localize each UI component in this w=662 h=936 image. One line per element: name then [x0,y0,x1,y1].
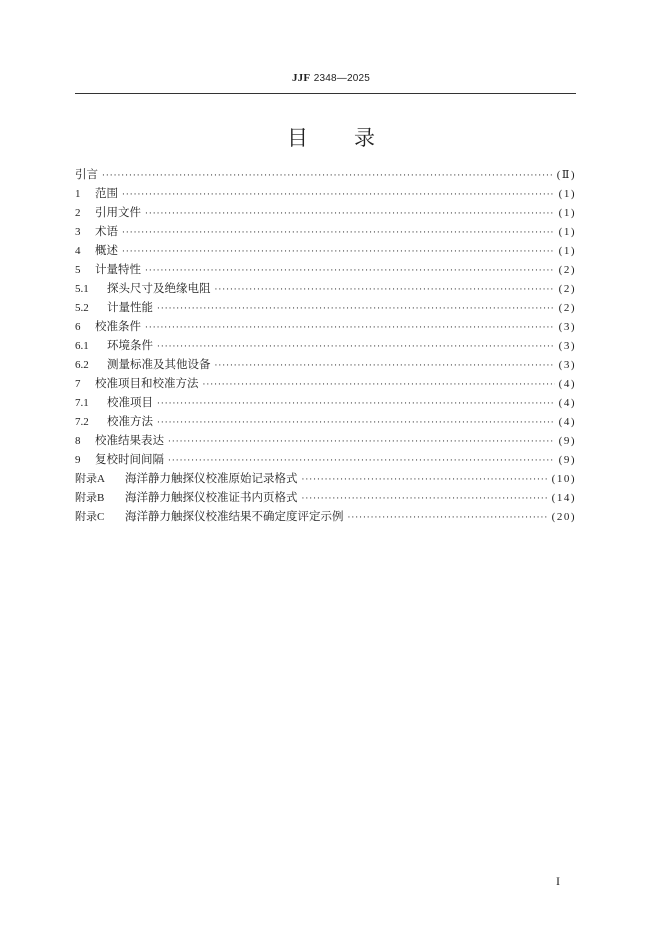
toc-entry-6-1[interactable] [75,336,576,355]
standard-number: 2348—2025 [313,73,370,84]
toc-leader-dots [157,300,555,319]
toc-entry-page: (1) [558,207,576,219]
toc-entry-number: 5.2 [75,302,89,314]
toc-entry-number: 6 [75,321,81,333]
toc-entry-label: 计量特性 [95,262,141,276]
toc-leader-dots [102,167,553,186]
toc-entry-page: (3) [558,359,576,371]
toc-entry-number: 3 [75,226,81,238]
toc-entry-page: (9) [558,454,576,466]
toc-entry-appendix-a[interactable] [75,469,576,488]
toc-entry-number: 2 [75,207,81,219]
toc-entry-6[interactable] [75,317,576,336]
toc-entry-5[interactable] [75,260,576,279]
toc-entry-label: 校准条件 [95,319,141,333]
toc-leader-dots [145,205,555,224]
toc-entry-number: 6.2 [75,359,89,371]
toc-entry-7-1[interactable] [75,393,576,412]
toc-entry-number: 6.1 [75,340,89,352]
toc-entry-label: 海洋静力触探仪校准结果不确定度评定示例 [125,509,344,523]
toc-entry-1[interactable] [75,184,576,203]
toc-entry-9[interactable] [75,450,576,469]
toc-leader-dots [157,338,555,357]
toc-entry-5-2[interactable] [75,298,576,317]
page-folio: I [556,874,560,888]
toc-leader-dots [215,281,555,300]
toc-entry-page: (1) [558,188,576,200]
toc-entry-page: (4) [558,397,576,409]
toc-entry-number: 附录B [75,492,105,504]
toc-entry-label: 测量标准及其他设备 [107,357,211,371]
toc-entry-page: (9) [558,435,576,447]
toc-entry-intro[interactable] [75,165,576,184]
toc-entry-7-2[interactable] [75,412,576,431]
toc-entry-page: (3) [558,321,576,333]
toc-leader-dots [157,414,555,433]
standard-prefix: JJF [291,72,311,84]
toc-entry-number: 1 [75,188,81,200]
toc-entry-4[interactable] [75,241,576,260]
toc-entry-number: 5 [75,264,81,276]
toc-entry-number: 5.1 [75,283,89,295]
toc-entry-label: 校准项目和校准方法 [95,376,199,390]
toc-entry-label: 海洋静力触探仪校准原始记录格式 [125,471,298,485]
toc-entry-label: 探头尺寸及绝缘电阻 [107,281,211,295]
toc-entry-label: 术语 [95,224,118,238]
toc-entry-label: 引用文件 [95,205,141,219]
toc-entry-number: 附录A [75,473,105,485]
table-of-contents [75,165,576,526]
toc-entry-page: (10) [551,473,576,485]
toc-entry-6-2[interactable] [75,355,576,374]
toc-leader-dots [302,471,548,490]
toc-entry-label: 海洋静力触探仪校准证书内页格式 [125,490,298,504]
toc-entry-label: 复校时间间隔 [95,452,164,466]
toc-leader-dots [348,509,548,528]
toc-entry-page: (2) [558,283,576,295]
toc-leader-dots [168,433,555,452]
toc-entry-appendix-c[interactable] [75,507,576,526]
toc-entry-3[interactable] [75,222,576,241]
toc-entry-page: (4) [558,378,576,390]
toc-leader-dots [215,357,555,376]
toc-entry-number: 7.1 [75,397,89,409]
toc-entry-label: 概述 [95,243,118,257]
toc-entry-number: 8 [75,435,81,447]
toc-entry-page: (2) [558,302,576,314]
toc-entry-number: 4 [75,245,81,257]
header-rule [75,93,576,94]
toc-entry-number: 7.2 [75,416,89,428]
toc-leader-dots [157,395,555,414]
toc-entry-label: 校准结果表达 [95,433,164,447]
toc-entry-label: 范围 [95,186,118,200]
toc-entry-label: 校准方法 [107,414,153,428]
toc-entry-page: (4) [558,416,576,428]
toc-entry-number: 7 [75,378,81,390]
toc-entry-number: 附录C [75,511,105,523]
toc-entry-2[interactable] [75,203,576,222]
toc-entry-page: (20) [551,511,576,523]
toc-entry-number: 9 [75,454,81,466]
toc-leader-dots [122,186,555,205]
toc-entry-label: 计量性能 [107,300,153,314]
toc-entry-7[interactable] [75,374,576,393]
toc-entry-label: 引言 [75,167,98,181]
toc-entry-page: (14) [551,492,576,504]
toc-leader-dots [122,243,555,262]
toc-leader-dots [203,376,555,395]
toc-entry-page: (1) [558,245,576,257]
toc-leader-dots [122,224,555,243]
toc-entry-page: (3) [558,340,576,352]
toc-entry-page: (2) [558,264,576,276]
toc-entry-label: 环境条件 [107,338,153,352]
toc-entry-5-1[interactable] [75,279,576,298]
page-title: 目录 [287,126,421,150]
toc-entry-8[interactable] [75,431,576,450]
toc-entry-label: 校准项目 [107,395,153,409]
toc-entry-appendix-b[interactable] [75,488,576,507]
running-header [0,72,662,84]
toc-entry-page: (Ⅱ) [556,169,576,181]
toc-entry-page: (1) [558,226,576,238]
toc-leader-dots [145,319,555,338]
